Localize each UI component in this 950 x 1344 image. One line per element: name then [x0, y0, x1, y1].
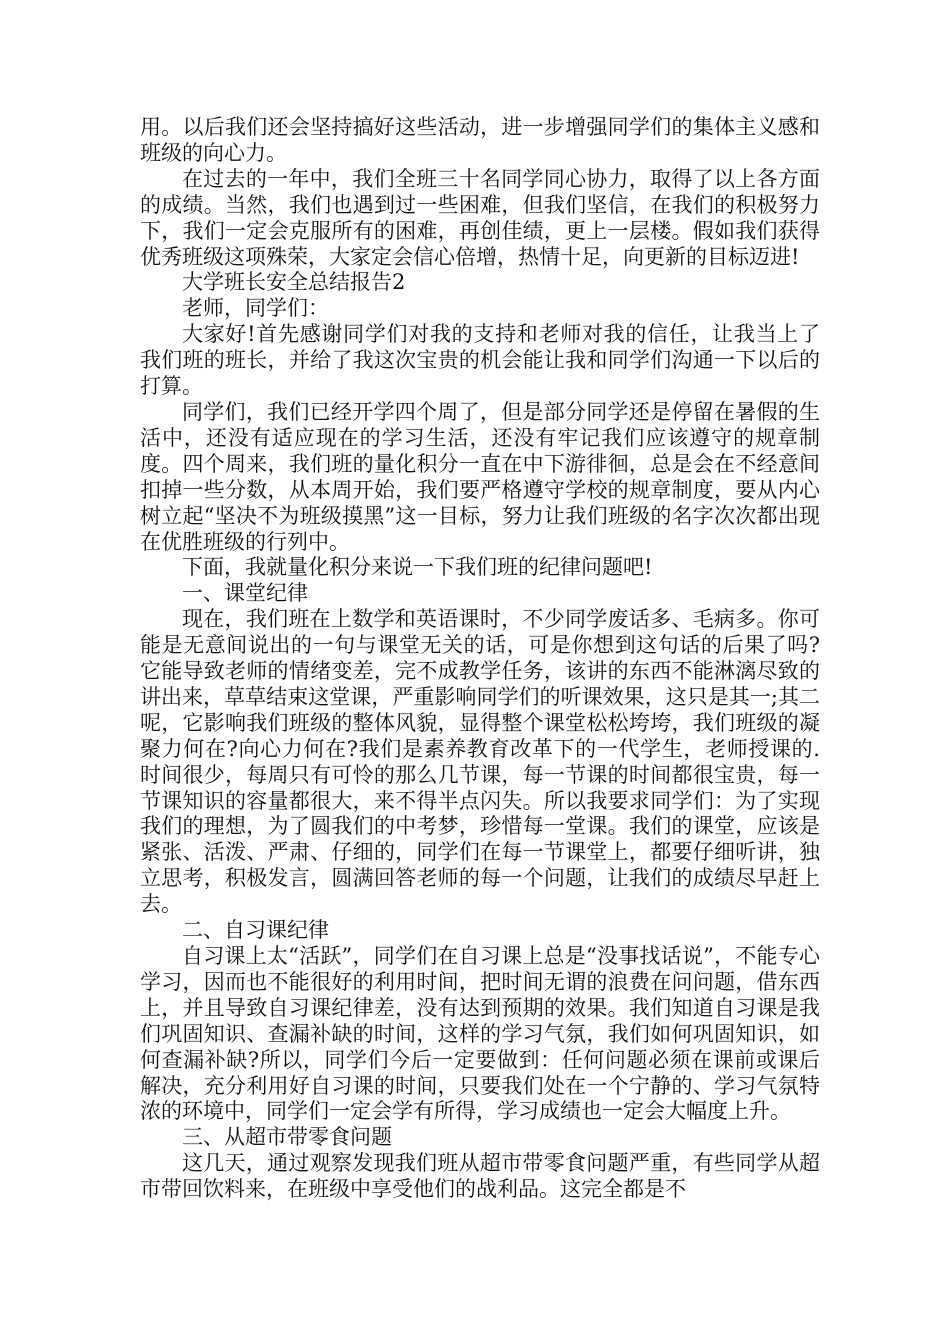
report-title: 大学班长安全总结报告2	[182, 270, 406, 295]
section-heading-self-study: 二、自习课纪律	[182, 918, 329, 943]
paragraph-snacks: 这几天，通过观察发现我们班从超市带零食问题严重，有些同学从超市带回饮料来，在班级中享受他们的战利品。这完全都是不	[140, 1151, 820, 1202]
salutation: 老师，同学们：	[182, 296, 329, 321]
section-heading-classroom: 一、课堂纪律	[182, 581, 308, 606]
paragraph-intro-discipline: 下面，我就量化积分来说一下我们班的纪律问题吧!	[182, 555, 653, 580]
paragraph-classroom: 现在，我们班在上数学和英语课时，不少同学废话多、毛病多。你可能是无意间说出的一句与课堂无关的话，可是你想到这句话的后果了吗?它能导致老师的情绪变差，完不成教学任务，该讲的东西不能淋漓尽致的讲出来，草草结束这堂课，严重影响同学们的听课效果，这只是其一;其二呢，它影响我们班级的整体风貌，显得整个课堂松松垮垮，我们班级的凝聚力何在?向心力何在?我们是素养教育改革下的一代学生，老师授课的.时间很少，每周只有可怜的那么几节课，每一节课的时间都很宝贵，每一节课知识的容量都很大，来不得半点闪失。所以我要求同学们：为了实现我们的理想，为了圆我们的中考梦，珍惜每一堂课。我们的课堂，应该是紧张、活泼、严肃、仔细的，同学们在每一节课堂上，都要仔细听讲，独立思考，积极发言，圆满回答老师的每一个问题，让我们的成绩尽早赶上去。	[140, 607, 820, 917]
paragraph-greeting: 大家好!首先感谢同学们对我的支持和老师对我的信任，让我当上了我们班的班长，并给了我这次宝贵的机会能让我和同学们沟通一下以后的打算。	[140, 322, 820, 399]
document-page	[140, 115, 820, 1203]
section-heading-snacks: 三、从超市带零食问题	[182, 1125, 392, 1150]
paragraph-continuation: 用。以后我们还会坚持搞好这些活动，进一步增强同学们的集体主义感和班级的向心力。	[140, 115, 820, 165]
paragraph-situation: 同学们，我们已经开学四个周了，但是部分同学还是停留在暑假的生活中，还没有适应现在的学习生活，还没有牢记我们应该遵守的规章制度。四个周来，我们班的量化积分一直在中下游徘徊，总是会在不经意间扣掉一些分数，从本周开始，我们要严格遵守学校的规章制度，要从内心树立起“坚决不为班级摸黑”这一目标，努力让我们班级的名字次次都出现在优胜班级的行列中。	[140, 399, 820, 554]
paragraph-self-study: 自习课上太“活跃”，同学们在自习课上总是“没事找话说”，不能专心学习，因而也不能很好的利用时间，把时间无谓的浪费在问问题，借东西上，并且导致自习课纪律差，没有达到预期的效果。我们知道自习课是我们巩固知识、查漏补缺的时间，这样的学习气氛，我们如何巩固知识，如何查漏补缺?所以，同学们今后一定要做到：任何问题必须在课前或课后解决，充分利用好自习课的时间，只要我们处在一个宁静的、学习气氛特浓的环境中，同学们一定会学有所得，学习成绩也一定会大幅度上升。	[140, 944, 820, 1124]
paragraph-summary: 在过去的一年中，我们全班三十名同学同心协力，取得了以上各方面的成绩。当然，我们也遇到过一些困难，但我们坚信，在我们的积极努力下，我们一定会克服所有的困难，再创佳绩，更上一层楼。假如我们获得优秀班级这项殊荣，大家定会信心倍增，热情十足，向更新的目标迈进!	[140, 166, 820, 269]
